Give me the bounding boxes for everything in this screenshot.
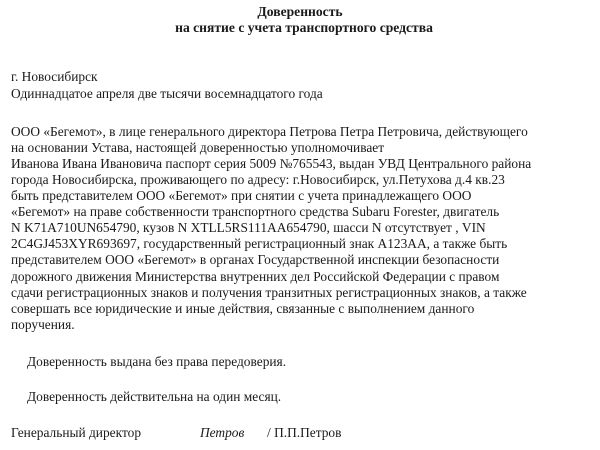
validity-note: Доверенность действительна на один месяц. <box>27 389 282 404</box>
body-line: быть представителем ООО «Бегемот» при снятии с учета принадлежащего ООО <box>11 188 472 203</box>
body-line: дорожного движения Министерства внутренних дел Российской Федерации с правом <box>11 269 500 284</box>
signatory-role: Генеральный директор <box>11 425 142 440</box>
body-line: «Бегемот» на праве собственности транспортного средства Subaru Forester, двигатель <box>11 204 500 219</box>
document-subtitle: на снятие с учета транспортного средства <box>175 20 433 35</box>
date-line: Одиннадцатое апреля две тысячи восемнадцатого года <box>11 86 323 101</box>
body-line: ООО «Бегемот», в лице генерального директора Петрова Петра Петровича, действующего <box>11 124 528 139</box>
document-title: Доверенность <box>257 4 343 19</box>
body-line: на основании Устава, настоящей доверенностью уполномочивает <box>11 140 385 155</box>
body-line: сдачи регистрационных знаков и получения транзитных регистрационных знаков, а также <box>11 285 527 300</box>
body-line: поручения. <box>11 317 75 332</box>
city-line: г. Новосибирск <box>11 69 98 84</box>
body-line: N K71A710UN654790, кузов N XTLL5RS111AA654790, шасси N отсутствует , VIN <box>11 220 486 235</box>
body-line: города Новосибирска, проживающего по адресу: г.Новосибирск, ул.Петухова д.4 кв.23 <box>11 172 505 187</box>
signature-row <box>11 425 591 443</box>
body-line: совершать все юридические и иные действия, связанные с выполнением данного <box>11 301 475 316</box>
body-line: Иванова Ивана Ивановича паспорт серия 5009 №765543, выдан УВД Центрального района <box>11 156 532 171</box>
no-transfer-note: Доверенность выдана без права передоверия. <box>27 354 287 369</box>
handwritten-signature: Петров <box>200 425 245 440</box>
body-line: представителем ООО «Бегемот» в органах Государственной инспекции безопасности <box>11 252 500 267</box>
body-line: 2C4GJ453XYR693697, государственный регистрационный знак А123АА, а также быть <box>11 236 508 251</box>
signatory-name: / П.П.Петров <box>267 425 342 440</box>
